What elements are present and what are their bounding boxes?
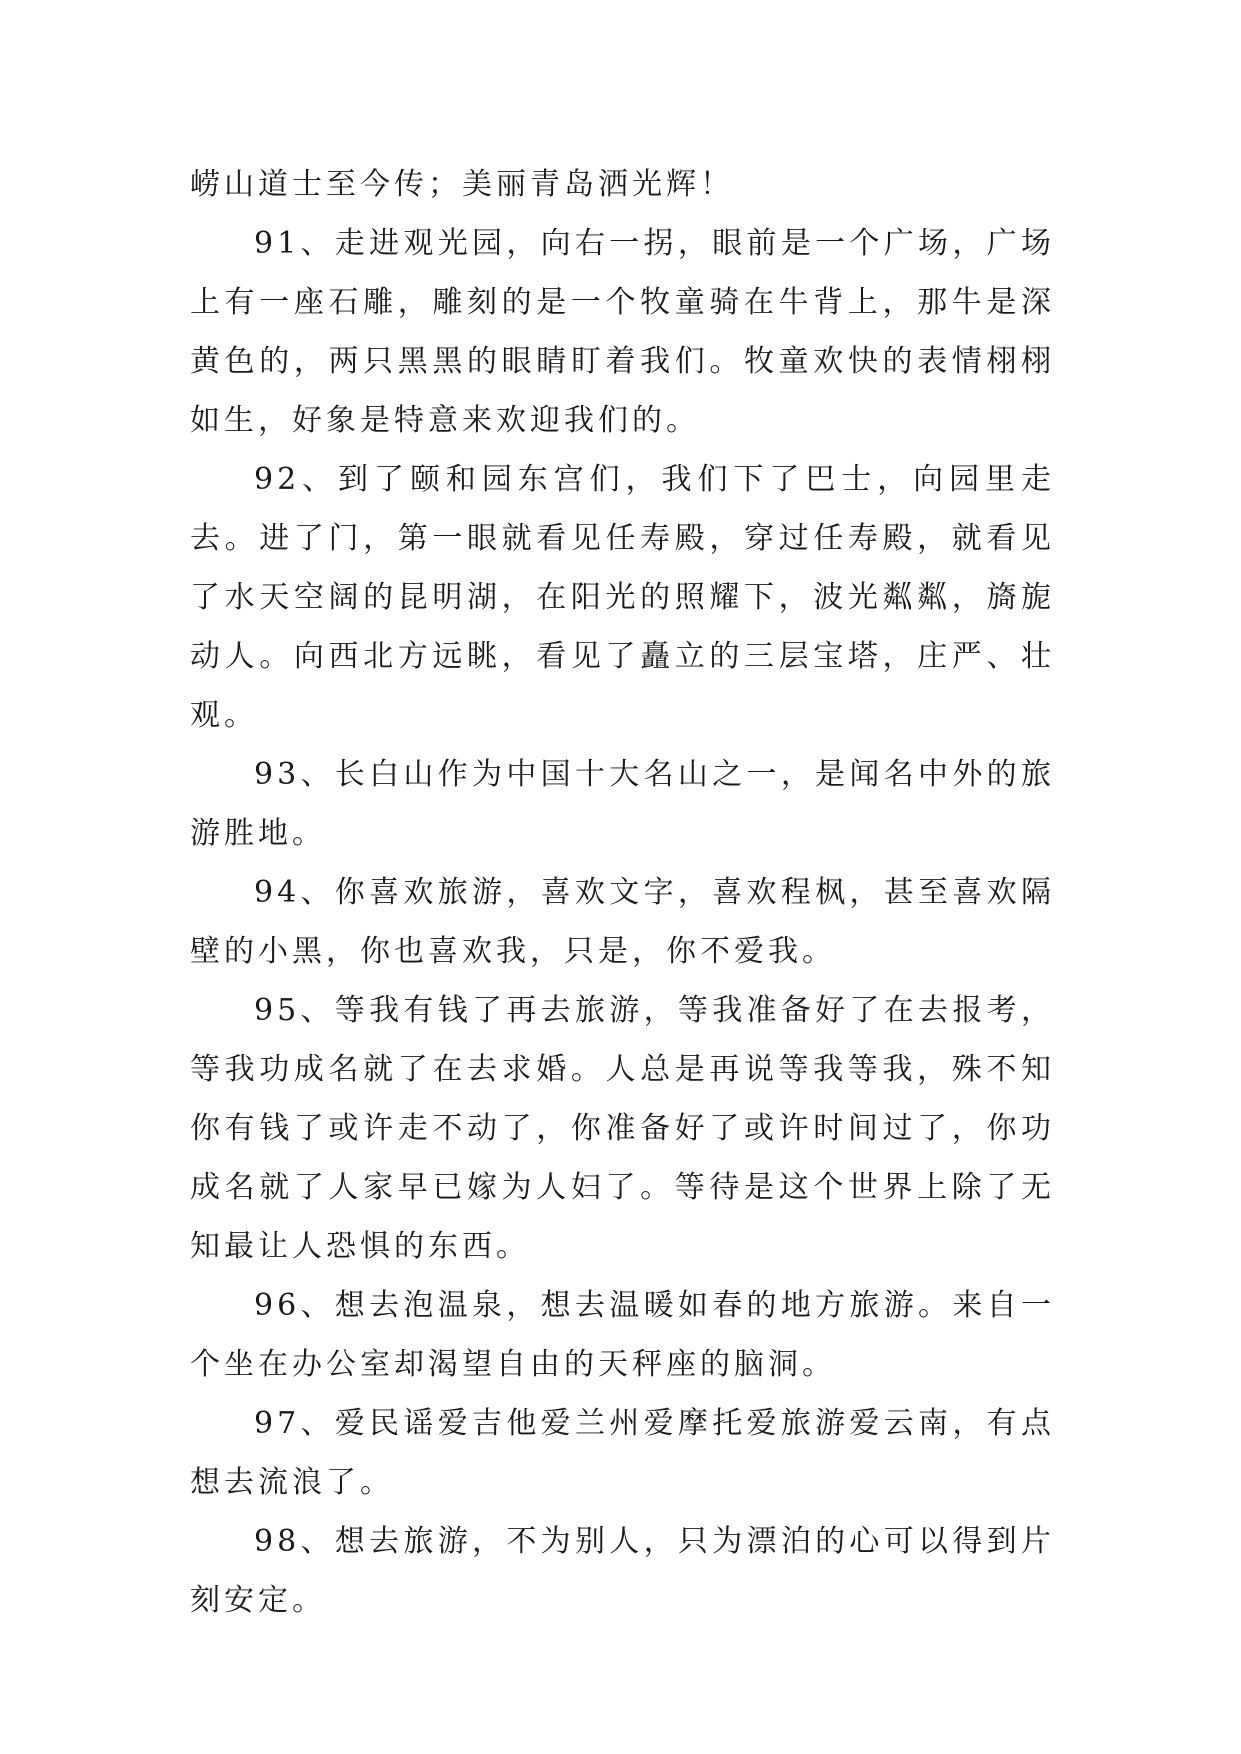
paragraph-91: 91、走进观光园，向右一拐，眼前是一个广场，广场上有一座石雕，雕刻的是一个牧童骑在牛背上，那牛是深黄色的，两只黑黑的眼睛盯着我们。牧童欢快的表情栩栩如生，好象是特意来欢迎我们的。 <box>190 226 1055 438</box>
paragraph-95: 95、等我有钱了再去旅游，等我准备好了在去报考，等我功成名就了在去求婚。人总是再说等我等我，殊不知你有钱了或许走不动了，你准备好了或许时间过了，你功成名就了人家早已嫁为人妇了。等待是这个世界上除了无知最让人恐惧的东西。 <box>190 993 1055 1264</box>
paragraph-97: 97、爱民谣爱吉他爱兰州爱摩托爱旅游爱云南，有点想去流浪了。 <box>190 1406 1055 1500</box>
paragraph-92: 92、到了颐和园东宫们，我们下了巴士，向园里走去。进了门，第一眼就看见任寿殿，穿过任寿殿，就看见了水天空阔的昆明湖，在阳光的照耀下，波光粼粼，旖旎动人。向西北方远眺，看见了矗立的三层宝塔，庄严、壮观。 <box>190 462 1055 733</box>
paragraph-94: 94、你喜欢旅游，喜欢文字，喜欢程枫，甚至喜欢隔壁的小黑，你也喜欢我，只是，你不爱我。 <box>190 875 1055 969</box>
paragraph-98: 98、想去旅游，不为别人，只为漂泊的心可以得到片刻安定。 <box>190 1524 1055 1618</box>
paragraph-96: 96、想去泡温泉，想去温暖如春的地方旅游。来自一个坐在办公室却渴望自由的天秤座的脑洞。 <box>190 1288 1055 1382</box>
document-body <box>190 155 1055 1630</box>
paragraph-continuation: 崂山道士至今传；美丽青岛洒光辉！ <box>190 167 734 202</box>
paragraph-93: 93、长白山作为中国十大名山之一，是闻名中外的旅游胜地。 <box>190 757 1055 851</box>
